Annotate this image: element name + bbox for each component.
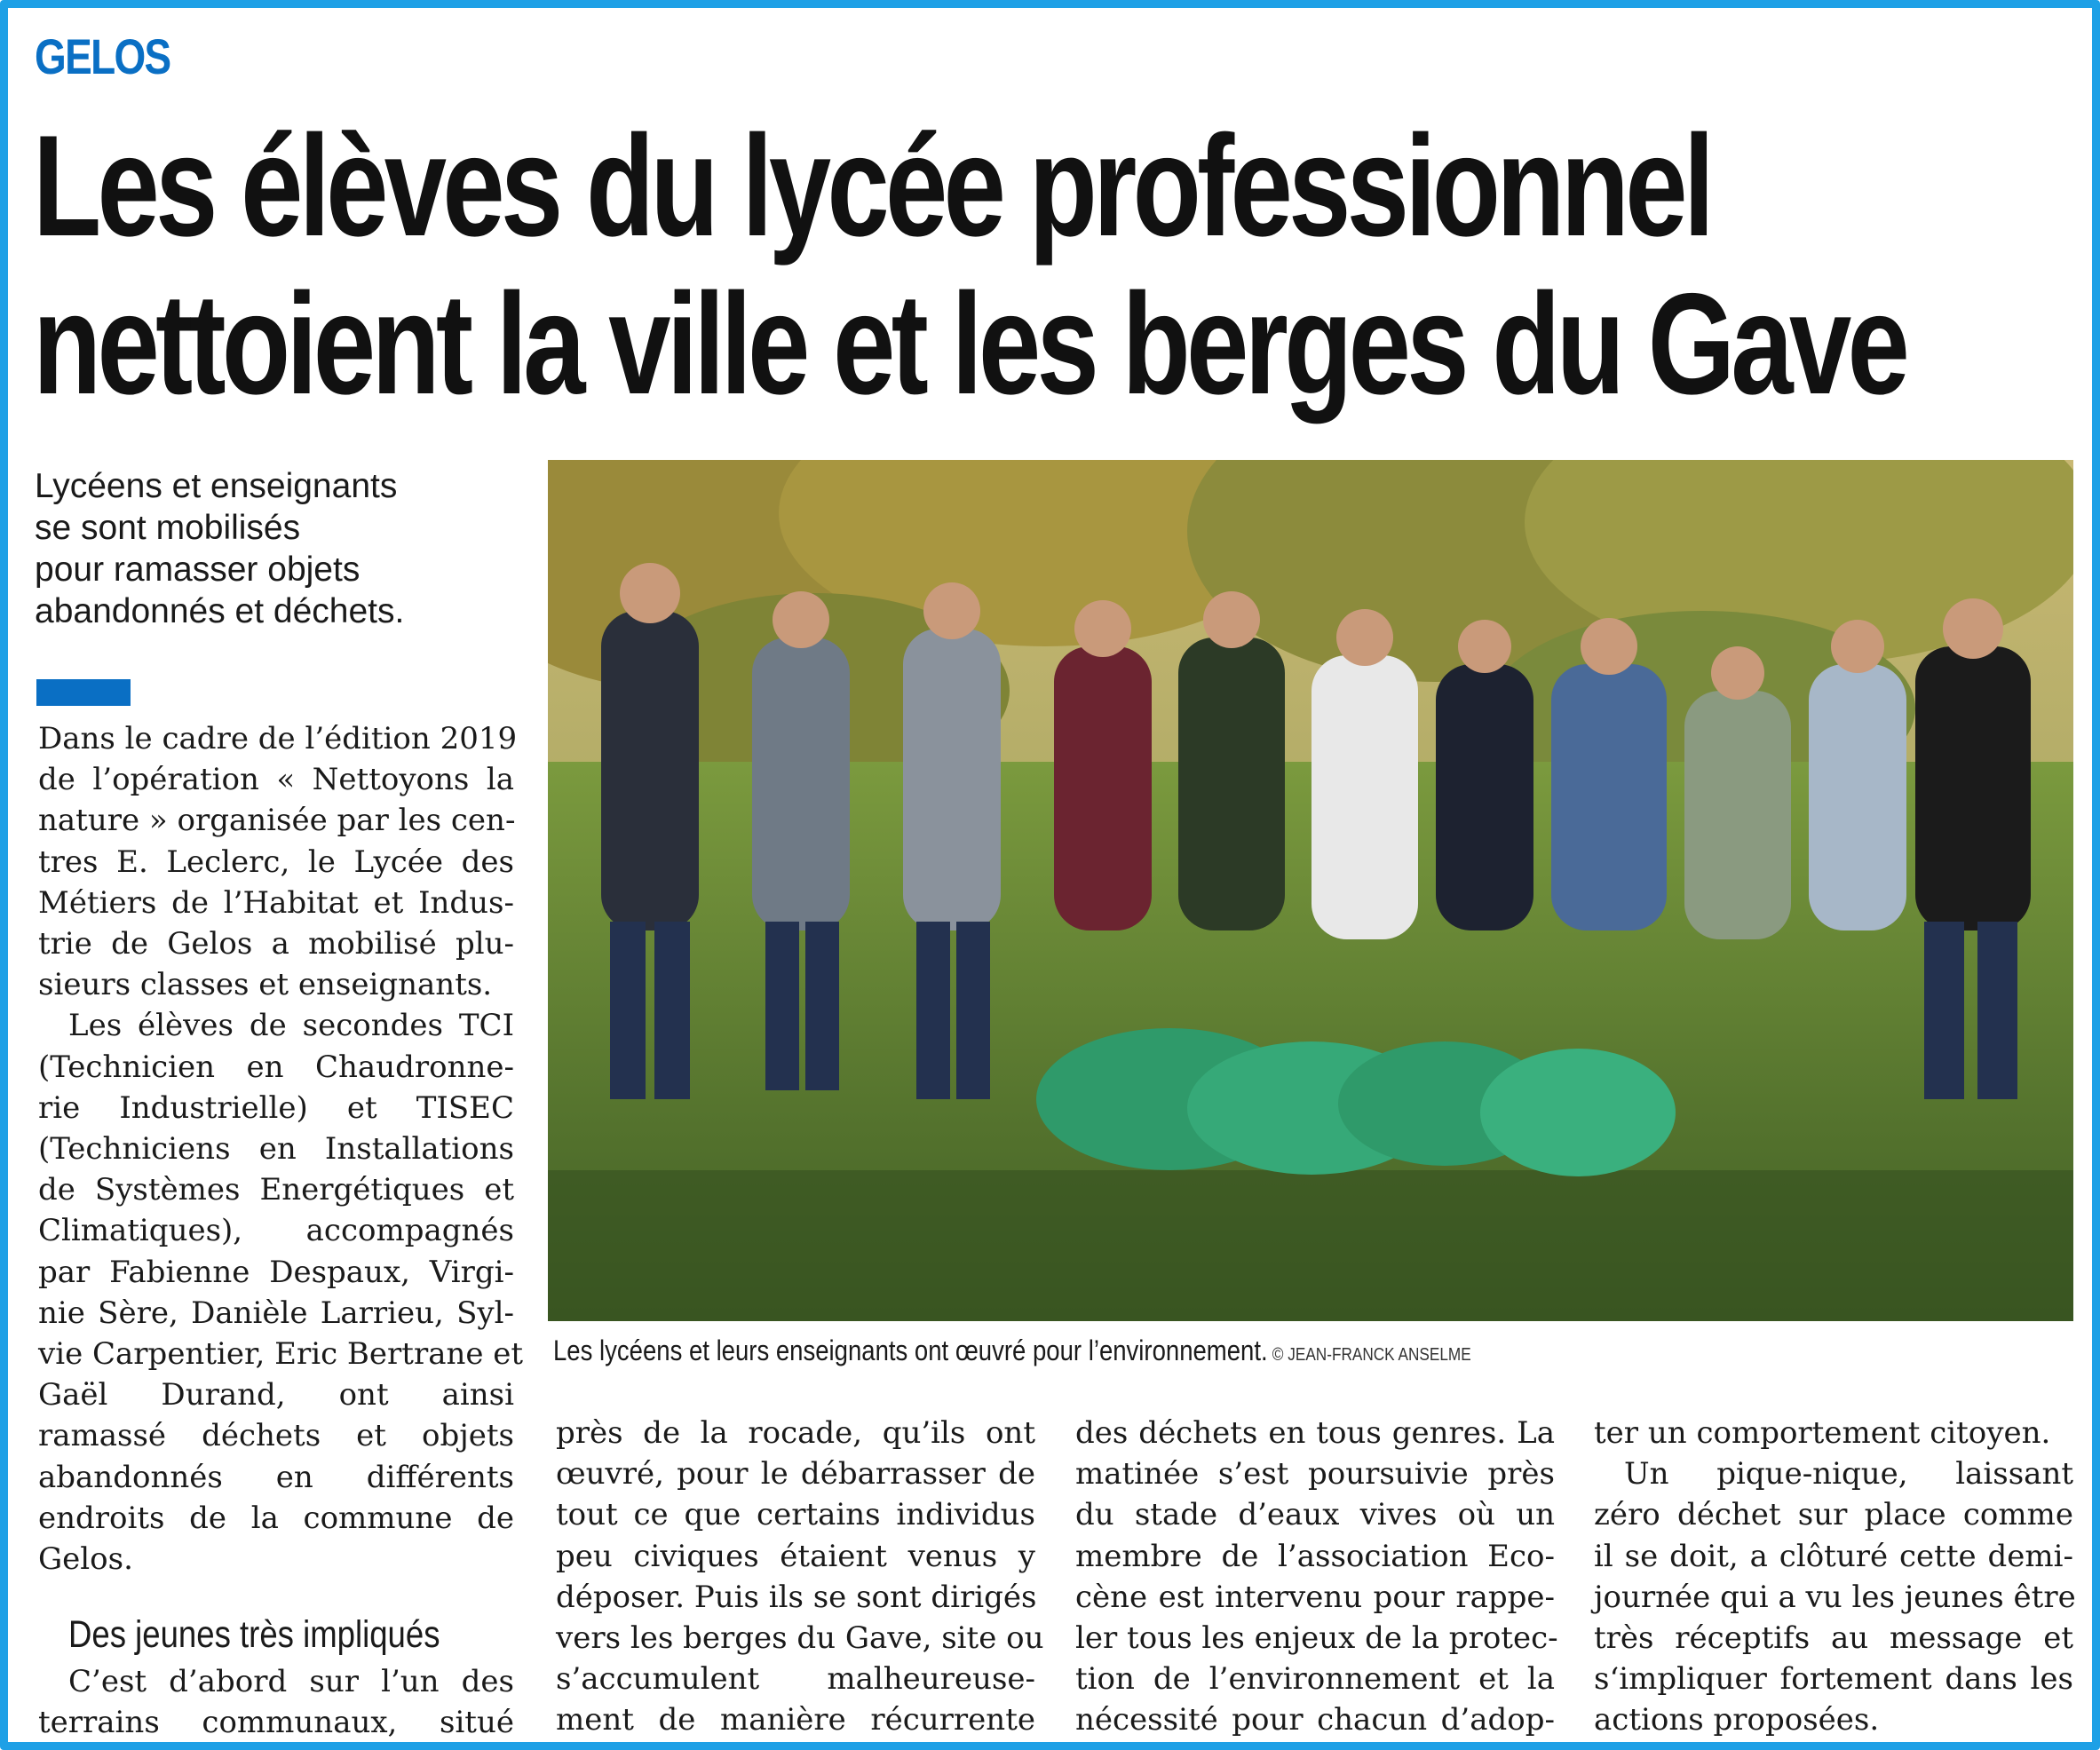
photo-credit: © JEAN-FRANCK ANSELME (1272, 1345, 1471, 1365)
body-line: vie Carpentier, Eric Bertrane et (38, 1336, 524, 1373)
standfirst-line: abandonnés et déchets. (35, 592, 405, 630)
body-column-3 (1075, 1413, 1558, 1741)
body-line: près de la rocade, qu’ils ont (556, 1415, 1035, 1451)
body-line: membre de l’association Eco- (1075, 1538, 1555, 1574)
body-line: (Technicien en Chaudronne- (38, 1049, 514, 1085)
body-line: (Techniciens en Installations (38, 1131, 514, 1168)
body-line: du stade d’eaux vives où un (1075, 1497, 1555, 1533)
body-line: actions proposées. (1594, 1702, 1880, 1738)
body-column-4 (1594, 1413, 2076, 1741)
body-column-1-continued (38, 1661, 514, 1743)
body-line: des déchets en tous genres. La (1075, 1415, 1555, 1451)
body-line: ment de manière récurrente (556, 1702, 1035, 1738)
body-line: ter un comportement citoyen. (1594, 1415, 2051, 1451)
body-line: ramassé déchets et objets (38, 1418, 514, 1454)
body-line: vers les berges du Gave, site ou (556, 1620, 1044, 1657)
headline (33, 106, 1906, 424)
body-line: Dans le cadre de l’édition 2019 (38, 721, 518, 756)
body-line: journée qui a vu les jeunes être (1594, 1579, 2076, 1615)
body-line: par Fabienne Despaux, Virgi- (38, 1254, 514, 1290)
body-line: zéro déchet sur place comme (1594, 1497, 2073, 1533)
body-line: sieurs classes et enseignants. (38, 967, 493, 1003)
body-line: matinée s’est poursuivie près (1075, 1456, 1555, 1493)
photo-caption (553, 1334, 1471, 1367)
caption-text: Les lycéens et leurs enseignants ont œuvré pour l’environnement. (553, 1334, 1268, 1366)
body-line: ler tous les enjeux de la protec- (1075, 1620, 1558, 1657)
body-line: tout ce que certains individus (556, 1497, 1035, 1533)
body-line: Métiers de l’Habitat et Indus- (38, 884, 514, 921)
body-line: peu civiques étaient venus y (556, 1538, 1035, 1574)
body-line: trie de Gelos a mobilisé plu- (38, 926, 514, 962)
body-line: Un pique-nique, laissant (1624, 1456, 2073, 1493)
body-line: de Systèmes Energétiques et (38, 1172, 514, 1208)
headline-line: nettoient la ville et les berges du Gave (33, 264, 1906, 424)
body-line: nature » organisée par les cen- (38, 803, 516, 839)
body-line: il se doit, a clôturé cette demi- (1594, 1538, 2073, 1574)
body-line: nie Sère, Danièle Larrieu, Syl- (38, 1295, 514, 1331)
body-line: cène est intervenu pour rappe- (1075, 1579, 1555, 1615)
body-line: déposer. Puis ils se sont dirigés (556, 1579, 1037, 1615)
body-line: abandonnés en différents (38, 1459, 514, 1495)
body-line: terrains communaux, situé (38, 1705, 514, 1741)
body-line: nécessité pour chacun d’adop- (1075, 1702, 1555, 1738)
body-line: œuvré, pour le débarrasser de (556, 1456, 1035, 1493)
body-line: Les élèves de secondes TCI (68, 1008, 514, 1044)
body-line: Gaël Durand, ont ainsi (38, 1377, 514, 1413)
body-line: Climatiques), accompagnés (38, 1213, 514, 1249)
headline-line: Les élèves du lycée professionnel (33, 106, 1711, 266)
body-line: tion de l’environnement et la (1075, 1661, 1555, 1698)
body-line: s‘impliquer fortement dans les (1594, 1661, 2073, 1698)
standfirst-line: se sont mobilisés (35, 509, 301, 547)
body-line: de l’opération « Nettoyons la (38, 762, 514, 798)
body-line: très réceptifs au message et (1594, 1620, 2073, 1657)
body-line: Gelos. (38, 1541, 133, 1578)
subheading: Des jeunes très impliqués (68, 1613, 440, 1656)
body-line: tres E. Leclerc, le Lycée des (38, 843, 514, 880)
standfirst-line: pour ramasser objets (35, 550, 361, 589)
body-line: C’est d’abord sur l’un des (68, 1664, 514, 1699)
kicker-location: GELOS (35, 28, 170, 84)
photo-illustration (548, 460, 2073, 1321)
standfirst-line: Lycéens et enseignants (35, 467, 398, 505)
body-line: rie Industrielle) et TISEC (38, 1089, 514, 1126)
standfirst (35, 465, 496, 632)
body-line: endroits de la commune de (38, 1500, 514, 1536)
section-accent-bar (36, 679, 131, 706)
group-photo (548, 460, 2073, 1321)
body-column-1 (38, 718, 524, 1580)
body-line: s’accumulent malheureuse- (556, 1661, 1035, 1698)
body-column-2 (556, 1413, 1044, 1741)
